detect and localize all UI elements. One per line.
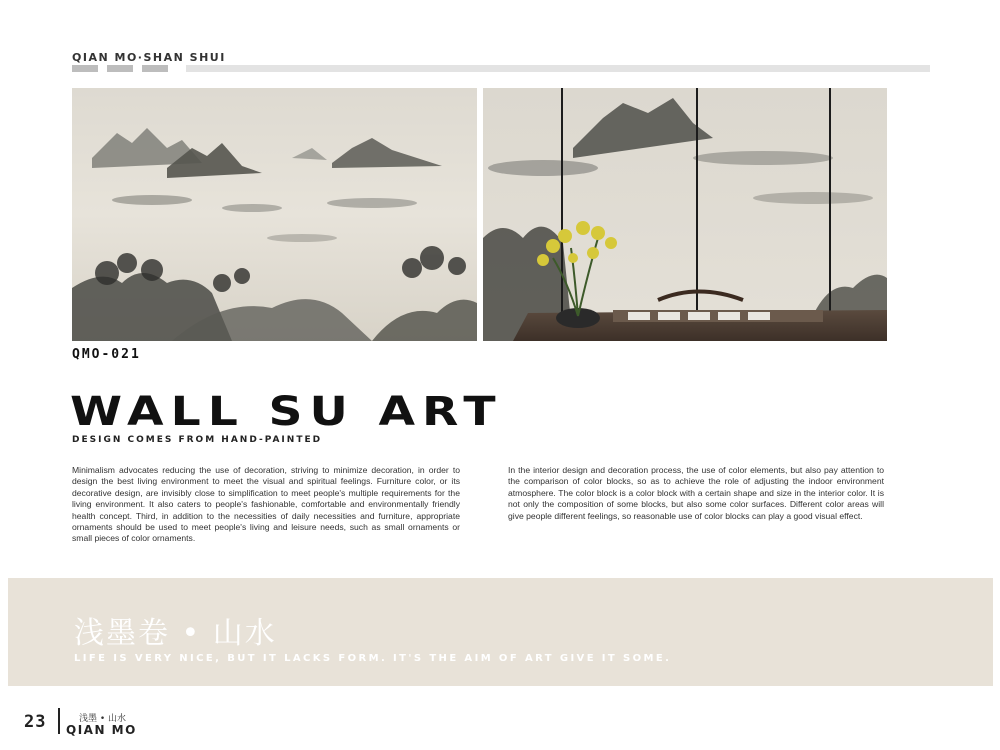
header-bar-segment	[142, 65, 168, 72]
body-paragraph-left: Minimalism advocates reducing the use of decoration, striving to minimize decoration, in order to design the best living environment to meet the visual and spiritual feelings. Furniture color, or its decorative design, are invisibly close to simplification to meet people's multiple requirements for the living environment. It also caters to people's fashionable, comfortable and environmentally friendly health concept. Third, in addition to the necessities of daily necessities and furniture, appropriate ornaments should be used to meet people's living and leisure needs, such as small ornaments or small pieces of color ornaments.	[72, 465, 460, 544]
landscape-painting-image	[72, 88, 477, 341]
body-paragraph-right: In the interior design and decoration process, the use of color elements, but also pay attention to the comparison of color blocks, so as to achieve the role of adjusting the indoor environment atmosphere. The color block is a color block with a certain shape and size in the interior color. It is not only the composition of some blocks, but also some color surfaces. Different color areas will give people different feelings, so reasonable use of color blocks can play a good visual effect.	[508, 465, 884, 521]
header-decorative-bars	[72, 65, 930, 72]
interior-scene-image	[483, 88, 887, 341]
header-rule	[186, 65, 930, 72]
footer-chinese-brand: 浅墨 • 山水	[79, 714, 127, 724]
header-bar-segment	[107, 65, 133, 72]
slogan-banner	[8, 578, 993, 686]
footer-brand: QIAN MO	[66, 723, 137, 737]
subtitle: DESIGN COMES FROM HAND-PAINTED	[72, 435, 323, 445]
page-number: 23	[24, 712, 47, 732]
main-title: WALL SU ART	[70, 389, 503, 435]
banner-chinese-title: 浅墨卷 • 山水	[74, 616, 277, 651]
product-code: QMO-021	[72, 347, 141, 362]
banner-slogan: LIFE IS VERY NICE, BUT IT LACKS FORM. IT'S THE AIM OF ART GIVE IT SOME.	[74, 653, 672, 664]
footer-divider	[58, 708, 60, 734]
brand-header: QIAN MO·SHAN SHUI	[72, 51, 226, 64]
header-bar-segment	[72, 65, 98, 72]
